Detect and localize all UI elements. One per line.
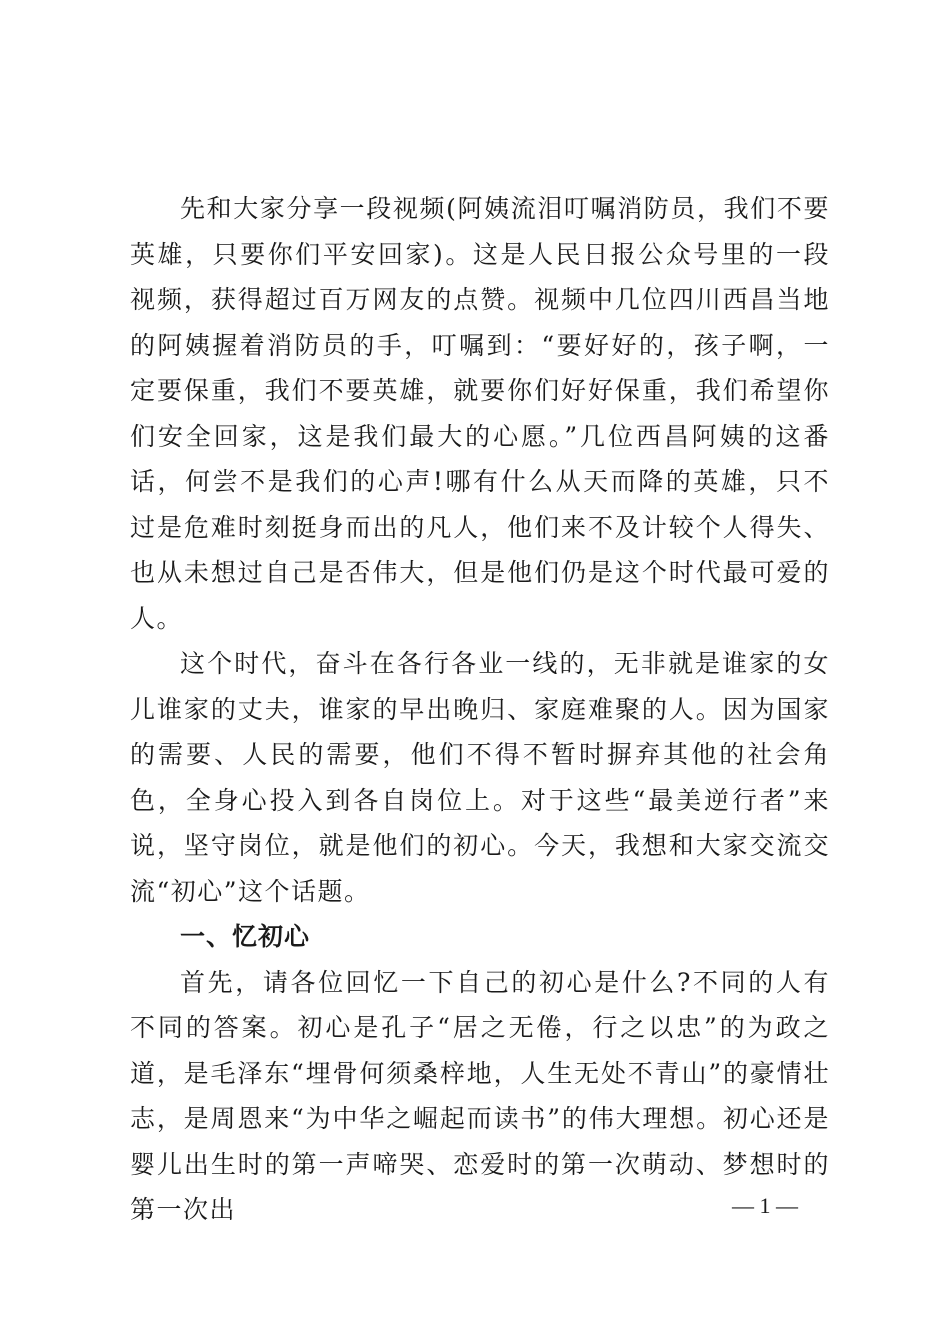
document-body	[130, 186, 830, 1233]
section-heading: 一、忆初心	[180, 922, 311, 951]
body-paragraph-2: 这个时代，奋斗在各行各业一线的，无非就是谁家的女儿谁家的丈夫，谁家的早出晚归、家庭难聚的人。因为国家的需要、人民的需要，他们不得不暂时摒弃其他的社会角色，全身心投入到各自岗位上。对于这些“最美逆行者”来说，坚守岗位，就是他们的初心。今天，我想和大家交流交流“初心”这个话题。	[130, 649, 830, 906]
body-paragraph-3: 首先，请各位回忆一下自己的初心是什么?不同的人有不同的答案。初心是孔子“居之无倦，行之以忠”的为政之道，是毛泽东“埋骨何须桑梓地，人生无处不青山”的豪情壮志，是周恩来“为中华之崛起而读书”的伟大理想。初心还是婴儿出生时的第一声啼哭、恋爱时的第一次萌动、梦想时的第一次出	[130, 967, 830, 1224]
body-paragraph-1: 先和大家分享一段视频(阿姨流泪叮嘱消防员，我们不要英雄，只要你们平安回家)。这是人民日报公众号里的一段视频，获得超过百万网友的点赞。视频中几位四川西昌当地的阿姨握着消防员的手，叮嘱到：“要好好的，孩子啊，一定要保重，我们不要英雄，就要你们好好保重，我们希望你们安全回家，这是我们最大的心愿。”几位西昌阿姨的这番话，何尝不是我们的心声!哪有什么从天而降的英雄，只不过是危难时刻挺身而出的凡人，他们来不及计较个人得失、也从未想过自己是否伟大，但是他们仍是这个时代最可爱的人。	[130, 194, 830, 633]
page-number: — 1 —	[732, 1193, 798, 1218]
